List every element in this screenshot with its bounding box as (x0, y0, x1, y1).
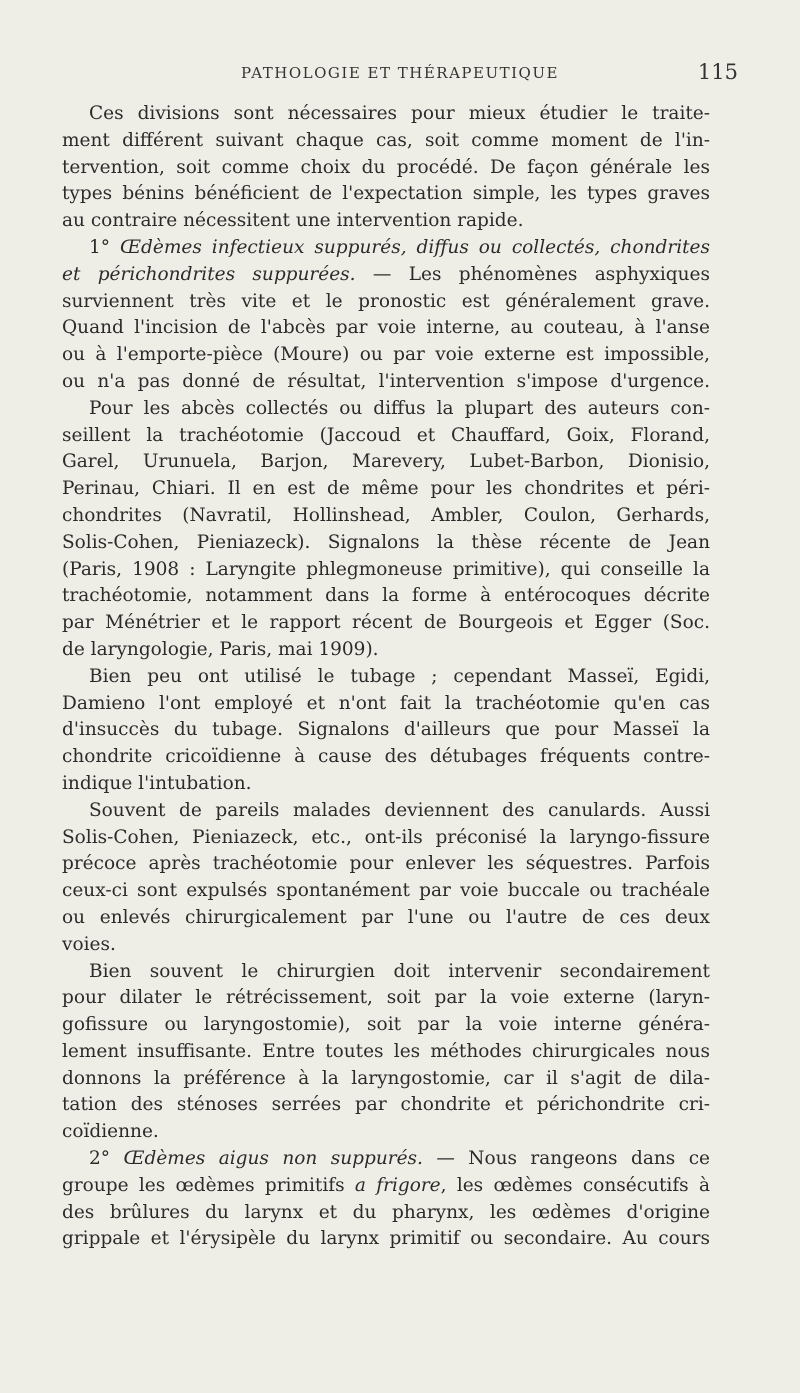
text-segment: , les œdèmes consécutifs à (440, 1174, 711, 1196)
text-segment: Garel, Urunuela, Barjon, Marevery, Lubet-Barbon, Dionisio, (62, 451, 710, 473)
text-line (62, 637, 710, 664)
text-line (62, 128, 710, 155)
text-segment: pour dilater le rétrécissement, soit par la voie externe (laryn- (62, 987, 710, 1009)
text-segment: — Les phénomènes asphyxiques (355, 263, 710, 285)
italic-text: et périchondrites suppurées. (62, 263, 356, 285)
text-segment: Bien peu ont utilisé le tubage ; cependant Masseï, Egidi, (89, 665, 710, 687)
page-number: 115 (697, 60, 738, 84)
text-line (62, 798, 710, 825)
text-segment: indique l'intubation. (62, 772, 252, 794)
text-segment: des brûlures du larynx et du pharynx, les œdèmes d'origine (62, 1201, 710, 1223)
text-segment: types bénins bénéficient de l'expectation simple, les types graves (62, 183, 710, 205)
text-line (62, 825, 710, 852)
text-segment: Bien souvent le chirurgien doit intervenir secondairement (89, 960, 710, 982)
text-line (62, 1039, 710, 1066)
text-line (62, 1173, 710, 1200)
text-segment: Souvent de pareils malades deviennent des canulards. Aussi (89, 799, 710, 821)
text-line (62, 664, 710, 691)
text-segment: ment différent suivant chaque cas, soit comme moment de l'in- (62, 129, 710, 151)
text-line (62, 1092, 710, 1119)
text-segment: trachéotomie, notamment dans la forme à entérocoques décrite (62, 585, 710, 607)
text-segment: ou enlevés chirurgicalement par l'une ou l'autre de ces deux (62, 906, 710, 928)
text-segment: surviennent très vite et le pronostic est généralement grave. (62, 290, 710, 312)
text-segment: Perinau, Chiari. Il en est de même pour les chondrites et péri- (62, 478, 710, 500)
body-text (62, 101, 710, 1253)
text-line (62, 878, 710, 905)
text-line (62, 1012, 710, 1039)
text-line (62, 369, 710, 396)
text-segment: Quand l'incision de l'abcès par voie interne, au couteau, à l'anse (62, 317, 710, 339)
text-segment: d'insuccès du tubage. Signalons d'ailleurs que pour Masseï la (62, 719, 710, 741)
text-line (62, 289, 710, 316)
text-segment: précoce après trachéotomie pour enlever les séquestres. Parfois (62, 853, 710, 875)
text-line (62, 396, 710, 423)
text-segment: Ces divisions sont nécessaires pour mieux étudier le traite- (89, 103, 710, 124)
text-line (62, 905, 710, 932)
italic-text: Œdèmes aigus non suppurés. (123, 1148, 423, 1170)
text-segment: gofissure ou laryngostomie), soit par la voie interne généra- (62, 1014, 710, 1036)
text-line (62, 262, 710, 289)
text-segment: Solis-Cohen, Pieniazeck, etc., ont-ils préconisé la laryngo-fissure (62, 826, 710, 848)
text-segment: par Ménétrier et le rapport récent de Bourgeois et Egger (Soc. (62, 612, 710, 634)
running-title: PATHOLOGIE ET THÉRAPEUTIQUE (241, 64, 559, 82)
text-line (62, 1200, 710, 1227)
text-line (62, 771, 710, 798)
text-segment: Pour les abcès collectés ou diffus la plupart des auteurs con- (89, 397, 710, 419)
text-line (62, 610, 710, 637)
text-line (62, 717, 710, 744)
text-line (62, 342, 710, 369)
text-segment: chondrites (Navratil, Hollinshead, Ambler, Coulon, Gerhards, (62, 504, 710, 526)
text-line (62, 1066, 710, 1093)
text-line (62, 851, 710, 878)
text-segment: de laryngologie, Paris, mai 1909). (62, 638, 379, 660)
page-header (62, 60, 738, 90)
text-line (62, 155, 710, 182)
text-segment: Solis-Cohen, Pieniazeck). Signalons la thèse récente de Jean (62, 531, 710, 553)
text-line (62, 181, 710, 208)
text-segment: 2° (89, 1148, 124, 1170)
text-segment: tervention, soit comme choix du procédé. De façon générale les (62, 156, 710, 178)
text-line (62, 1119, 710, 1146)
text-line (62, 985, 710, 1012)
text-segment: au contraire nécessitent une intervention rapide. (62, 210, 524, 232)
text-line (62, 208, 710, 235)
text-line (62, 530, 710, 557)
text-line (62, 449, 710, 476)
text-line (62, 744, 710, 771)
text-segment: — Nous rangeons dans ce (422, 1148, 711, 1170)
text-segment: ou n'a pas donné de résultat, l'intervention s'impose d'urgence. (62, 370, 710, 392)
text-line (62, 1146, 710, 1173)
text-segment: groupe les œdèmes primitifs (62, 1174, 355, 1196)
text-line (62, 1226, 710, 1253)
text-line (62, 557, 710, 584)
text-segment: lement insuffisante. Entre toutes les méthodes chirurgicales nous (62, 1040, 710, 1062)
text-segment: tation des sténoses serrées par chondrite et périchondrite cri- (62, 1094, 710, 1116)
text-line (62, 959, 710, 986)
text-segment: coïdienne. (62, 1121, 159, 1143)
text-line (62, 315, 710, 342)
text-line (62, 932, 710, 959)
text-line (62, 101, 710, 128)
italic-text: a frigore (354, 1174, 441, 1196)
text-line (62, 691, 710, 718)
text-line (62, 503, 710, 530)
text-line (62, 583, 710, 610)
text-segment: voies. (62, 933, 116, 955)
text-segment: ou à l'emporte-pièce (Moure) ou par voie externe est impossible, (62, 344, 710, 366)
text-line (62, 423, 710, 450)
text-segment: ceux-ci sont expulsés spontanément par voie buccale ou trachéale (62, 880, 710, 902)
text-line (62, 476, 710, 503)
text-segment: Damieno l'ont employé et n'ont fait la trachéotomie qu'en cas (62, 692, 710, 714)
text-segment: seillent la trachéotomie (Jaccoud et Chauffard, Goix, Florand, (62, 424, 710, 446)
text-segment: donnons la préférence à la laryngostomie, car il s'agit de dila- (62, 1067, 710, 1089)
text-segment: (Paris, 1908 : Laryngite phlegmoneuse primitive), qui conseille la (62, 558, 710, 580)
text-segment: 1° (89, 236, 120, 258)
italic-text: Œdèmes infectieux suppurés, diffus ou collectés, chondrites (120, 236, 710, 258)
text-segment: chondrite cricoïdienne à cause des détubages fréquents contre- (62, 746, 710, 768)
text-segment: grippale et l'érysipèle du larynx primitif ou secondaire. Au cours (62, 1228, 710, 1250)
text-line (62, 235, 710, 262)
